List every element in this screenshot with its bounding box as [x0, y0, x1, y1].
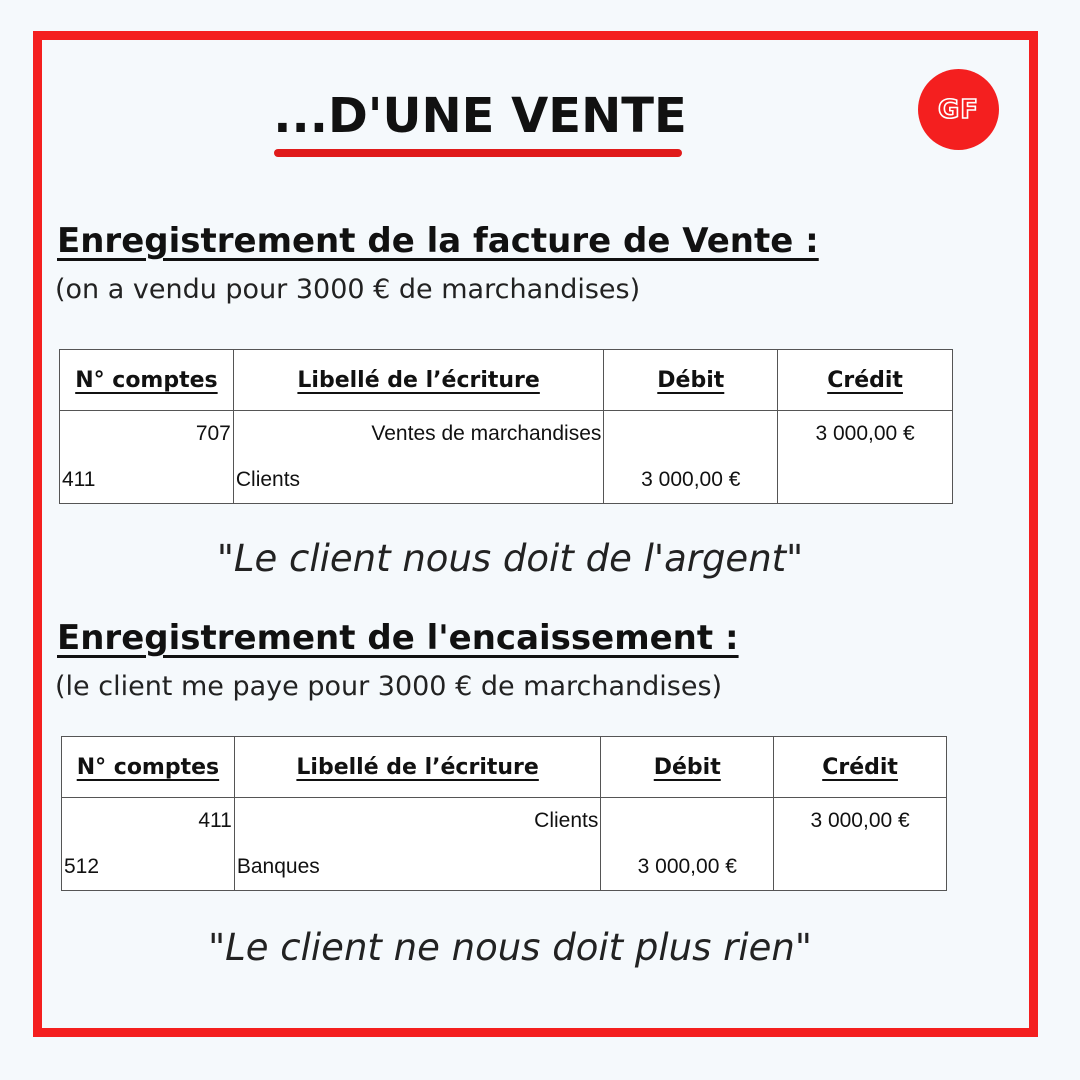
header-credit: Crédit	[774, 737, 947, 798]
header-account: N° comptes	[62, 737, 235, 798]
cell-account: 411	[62, 798, 235, 845]
cell-account: 411	[60, 457, 234, 504]
title-underline	[274, 149, 682, 157]
cell-label: Clients	[234, 798, 601, 845]
cell-credit	[778, 457, 953, 504]
section-subtitle-collection: (le client me paye pour 3000 € de marchandises)	[55, 671, 723, 702]
cell-credit	[774, 844, 947, 891]
cell-debit	[601, 798, 774, 845]
logo-text: GF	[937, 94, 980, 125]
header-label: Libellé de l’écriture	[233, 350, 604, 411]
table-row	[60, 411, 953, 458]
section-subtitle-invoice: (on a vendu pour 3000 € de marchandises)	[55, 274, 641, 305]
section-heading-invoice: Enregistrement de la facture de Vente :	[57, 221, 819, 261]
cell-debit: 3 000,00 €	[604, 457, 778, 504]
journal-table-invoice	[59, 349, 953, 504]
quote-collection: "Le client ne nous doit plus rien"	[208, 926, 812, 969]
cell-credit: 3 000,00 €	[774, 798, 947, 845]
cell-account: 512	[62, 844, 235, 891]
table-row	[60, 457, 953, 504]
section-heading-collection: Enregistrement de l'encaissement :	[57, 618, 739, 658]
header-credit: Crédit	[778, 350, 953, 411]
cell-credit: 3 000,00 €	[778, 411, 953, 458]
gf-logo	[918, 69, 999, 150]
journal-table-collection	[61, 736, 947, 891]
cell-debit: 3 000,00 €	[601, 844, 774, 891]
header-debit: Débit	[601, 737, 774, 798]
page-title: ...D'UNE VENTE	[273, 88, 687, 144]
quote-invoice: "Le client nous doit de l'argent"	[216, 537, 804, 580]
table-header-row	[60, 350, 953, 411]
cell-label: Banques	[234, 844, 601, 891]
cell-debit	[604, 411, 778, 458]
cell-account: 707	[60, 411, 234, 458]
table-row	[62, 844, 947, 891]
header-debit: Débit	[604, 350, 778, 411]
cell-label: Ventes de marchandises	[233, 411, 604, 458]
table-header-row	[62, 737, 947, 798]
table-row	[62, 798, 947, 845]
header-account: N° comptes	[60, 350, 234, 411]
cell-label: Clients	[233, 457, 604, 504]
header-label: Libellé de l’écriture	[234, 737, 601, 798]
